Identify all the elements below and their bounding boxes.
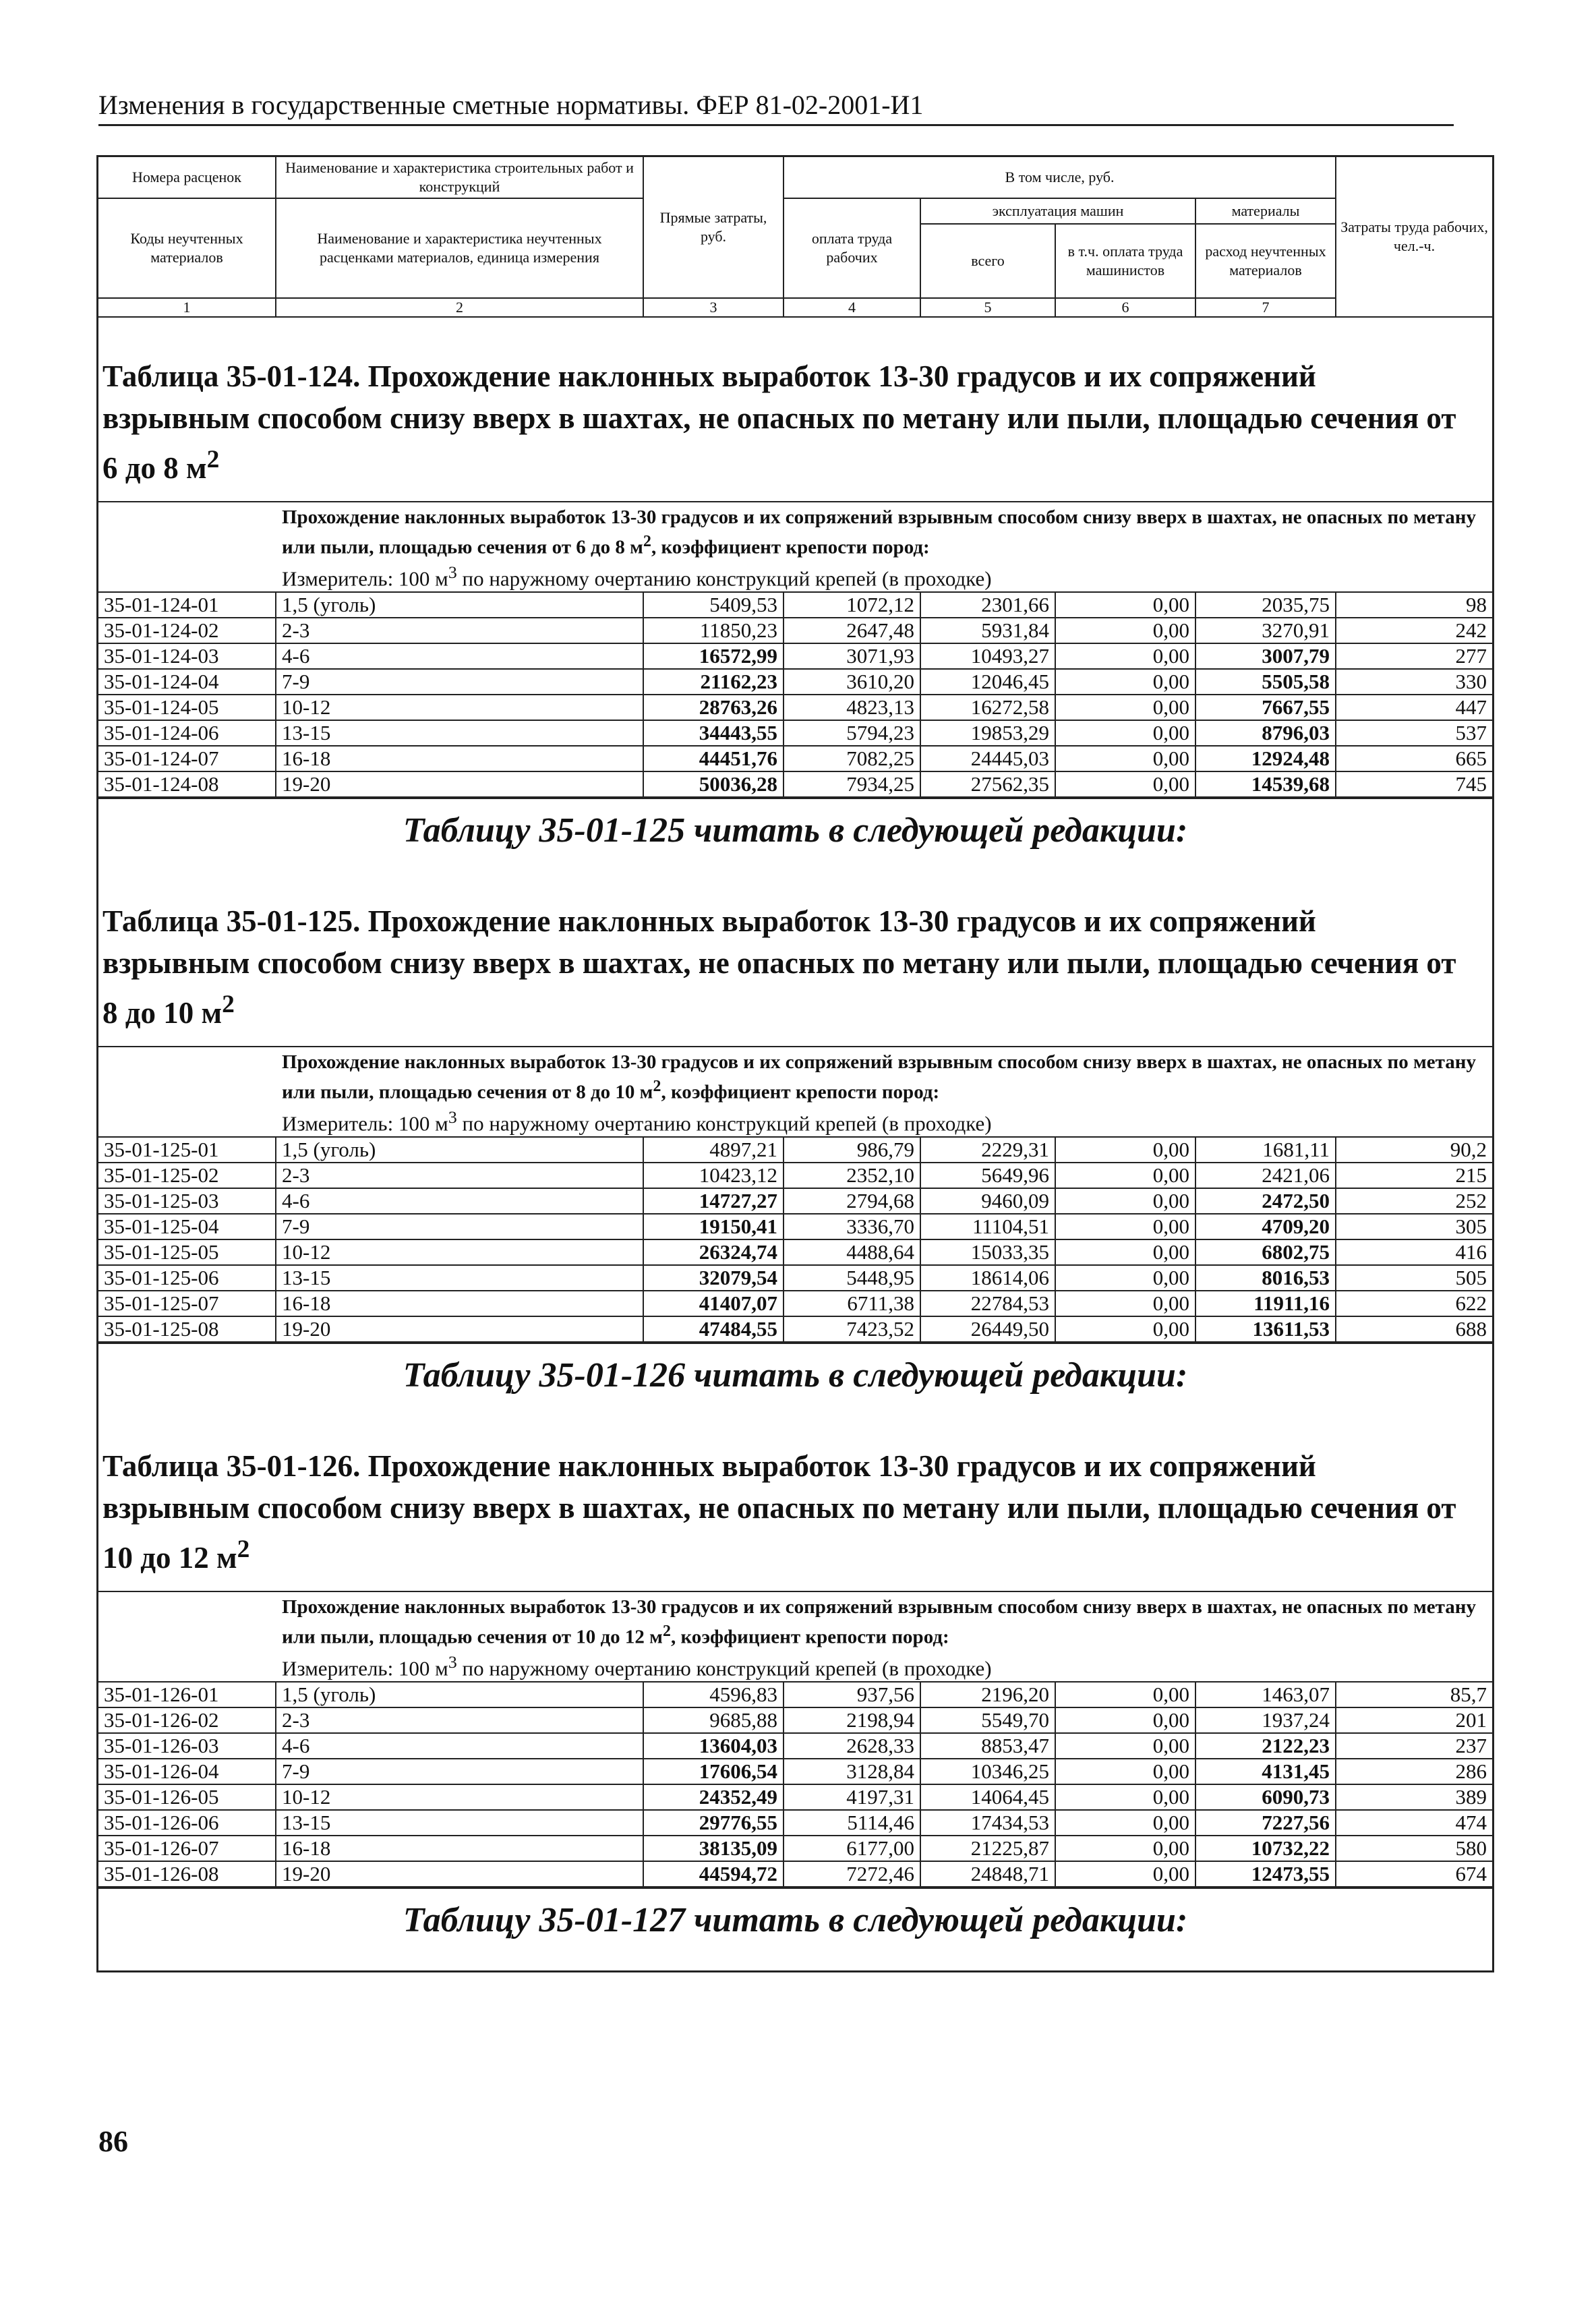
- cell-labor: 237: [1336, 1733, 1492, 1759]
- cell-direct: 17606,54: [643, 1759, 784, 1784]
- cell-labor: 622: [1336, 1291, 1492, 1316]
- cell-mach: 2229,31: [920, 1137, 1055, 1163]
- col-labor: Затраты труда рабочих, чел.-ч.: [1336, 157, 1492, 317]
- cell-machinist: 0,00: [1055, 1316, 1195, 1342]
- cell-mach: 19853,29: [920, 720, 1055, 746]
- desc-text-end: , коэффициент крепости пород:: [670, 1626, 949, 1648]
- cell-labor: 505: [1336, 1265, 1492, 1291]
- cell-mach: 24445,03: [920, 746, 1055, 771]
- cell-mach: 5931,84: [920, 618, 1055, 643]
- title-sup: 2: [206, 446, 220, 473]
- cell-direct: 44451,76: [643, 746, 784, 771]
- cell-mach: 2301,66: [920, 592, 1055, 618]
- measure-sup: 3: [448, 1107, 457, 1127]
- cell-name: 13-15: [276, 1810, 643, 1836]
- cell-code: 35-01-124-07: [98, 746, 276, 771]
- table-row: [98, 1784, 1492, 1810]
- cell-machinist: 0,00: [1055, 643, 1195, 669]
- desc-sup: 2: [662, 1621, 671, 1640]
- cell-mach: 17434,53: [920, 1810, 1055, 1836]
- table-row: [98, 1137, 1492, 1163]
- cell-name: 1,5 (уголь): [276, 592, 643, 618]
- cell-direct: 38135,09: [643, 1836, 784, 1861]
- cell-mach: 9460,09: [920, 1188, 1055, 1214]
- cell-labor: 85,7: [1336, 1682, 1492, 1707]
- cell-direct: 4897,21: [643, 1137, 784, 1163]
- cell-mat: 11911,16: [1195, 1291, 1336, 1316]
- cell-mat: 2122,23: [1195, 1733, 1336, 1759]
- cell-code: 35-01-125-01: [98, 1137, 276, 1163]
- cell-name: 2-3: [276, 1707, 643, 1733]
- col-codes: Коды неучтенных материалов: [98, 198, 276, 298]
- table-row: [98, 669, 1492, 695]
- cell-mat: 2421,06: [1195, 1163, 1336, 1188]
- title-sup: 2: [222, 990, 235, 1018]
- norm-table-block: [98, 862, 1492, 1407]
- cell-machinist: 0,00: [1055, 1784, 1195, 1810]
- cell-pay: 5794,23: [784, 720, 920, 746]
- cell-mat: 5505,58: [1195, 669, 1336, 695]
- redaction-note: Таблицу 35-01-127 читать в следующей редакции:: [98, 1888, 1492, 1952]
- cell-direct: 14727,27: [643, 1188, 784, 1214]
- cell-code: 35-01-125-03: [98, 1188, 276, 1214]
- desc-sup: 2: [653, 1076, 661, 1095]
- cell-code: 35-01-126-01: [98, 1682, 276, 1707]
- desc-text-end: , коэффициент крепости пород:: [661, 1081, 940, 1103]
- title-sup: 2: [237, 1535, 250, 1563]
- cell-name: 4-6: [276, 1733, 643, 1759]
- cell-pay: 2198,94: [784, 1707, 920, 1733]
- measure-text-end: по наружному очертанию конструкций крепей (в проходке): [456, 1656, 992, 1680]
- cell-machinist: 0,00: [1055, 1163, 1195, 1188]
- cell-code: 35-01-126-05: [98, 1784, 276, 1810]
- cell-pay: 5114,46: [784, 1810, 920, 1836]
- cell-machinist: 0,00: [1055, 771, 1195, 797]
- table-row: [98, 1214, 1492, 1239]
- cell-mach: 10346,25: [920, 1759, 1055, 1784]
- cell-direct: 41407,07: [643, 1291, 784, 1316]
- cell-pay: 3610,20: [784, 669, 920, 695]
- cell-labor: 474: [1336, 1810, 1492, 1836]
- col-name: Наименование и характеристика строительных работ и конструкций: [276, 157, 643, 198]
- cell-pay: 3071,93: [784, 643, 920, 669]
- cell-name: 10-12: [276, 695, 643, 720]
- cell-code: 35-01-124-06: [98, 720, 276, 746]
- cell-direct: 10423,12: [643, 1163, 784, 1188]
- cell-mach: 27562,35: [920, 771, 1055, 797]
- cell-mat: 14539,68: [1195, 771, 1336, 797]
- cell-machinist: 0,00: [1055, 1861, 1195, 1887]
- cell-name: 19-20: [276, 1861, 643, 1887]
- cell-machinist: 0,00: [1055, 1810, 1195, 1836]
- cell-pay: 4488,64: [784, 1239, 920, 1265]
- cell-code: 35-01-124-04: [98, 669, 276, 695]
- cell-direct: 21162,23: [643, 669, 784, 695]
- cell-code: 35-01-125-05: [98, 1239, 276, 1265]
- cell-code: 35-01-124-02: [98, 618, 276, 643]
- cell-mat: 1681,11: [1195, 1137, 1336, 1163]
- measure-sup: 3: [448, 1651, 457, 1672]
- cell-labor: 537: [1336, 720, 1492, 746]
- desc-sup: 2: [643, 532, 651, 550]
- cell-name: 10-12: [276, 1784, 643, 1810]
- col-number: Номера расценок: [98, 157, 276, 198]
- cell-mach: 10493,27: [920, 643, 1055, 669]
- cell-machinist: 0,00: [1055, 669, 1195, 695]
- cell-pay: 7934,25: [784, 771, 920, 797]
- cell-direct: 34443,55: [643, 720, 784, 746]
- cell-pay: 3336,70: [784, 1214, 920, 1239]
- table-row: [98, 1265, 1492, 1291]
- cell-code: 35-01-126-08: [98, 1861, 276, 1887]
- measure-sup: 3: [448, 562, 457, 582]
- cell-mach: 21225,87: [920, 1836, 1055, 1861]
- cell-pay: 1072,12: [784, 592, 920, 618]
- table-row: [98, 746, 1492, 771]
- col-worker-pay: оплата труда рабочих: [784, 198, 920, 298]
- cell-labor: 305: [1336, 1214, 1492, 1239]
- cell-labor: 242: [1336, 618, 1492, 643]
- measure-text-end: по наружному очертанию конструкций крепей (в проходке): [456, 1111, 992, 1135]
- measure-unit: [98, 1649, 1492, 1681]
- cell-direct: 28763,26: [643, 695, 784, 720]
- cell-code: 35-01-126-04: [98, 1759, 276, 1784]
- cell-mat: 12924,48: [1195, 746, 1336, 771]
- cell-code: 35-01-124-08: [98, 771, 276, 797]
- cell-mach: 12046,45: [920, 669, 1055, 695]
- table-title-text: Прохождение наклонных выработок 13-30 градусов и их сопряжений взрывным способом снизу вверх в шахтах, не опасных по метану или пыли, площадью сечения от 8 до 10 м: [102, 904, 1456, 1030]
- cell-direct: 16572,99: [643, 643, 784, 669]
- cell-name: 16-18: [276, 1291, 643, 1316]
- table-row: [98, 1861, 1492, 1887]
- cell-code: 35-01-125-04: [98, 1214, 276, 1239]
- cell-pay: 2352,10: [784, 1163, 920, 1188]
- cell-pay: 7423,52: [784, 1316, 920, 1342]
- cell-pay: 2628,33: [784, 1733, 920, 1759]
- norm-table-block: [98, 318, 1492, 862]
- cell-name: 19-20: [276, 771, 643, 797]
- cell-name: 2-3: [276, 1163, 643, 1188]
- cell-mat: 1463,07: [1195, 1682, 1336, 1707]
- desc-text: Прохождение наклонных выработок 13-30 градусов и их сопряжений взрывным способом снизу вверх в шахтах, не опасных по метану или пыли, площадью сечения от 8 до 10 м: [282, 1051, 1476, 1103]
- cell-name: 13-15: [276, 1265, 643, 1291]
- redaction-note: Таблицу 35-01-125 читать в следующей редакции:: [98, 798, 1492, 862]
- cell-machinist: 0,00: [1055, 1239, 1195, 1265]
- cell-machinist: 0,00: [1055, 1265, 1195, 1291]
- cell-name: 16-18: [276, 746, 643, 771]
- cell-mach: 22784,53: [920, 1291, 1055, 1316]
- page-number: 86: [98, 2125, 128, 2158]
- cell-mat: 2035,75: [1195, 592, 1336, 618]
- cell-labor: 580: [1336, 1836, 1492, 1861]
- cell-labor: 416: [1336, 1239, 1492, 1265]
- col-materials-unaccounted: расход неучтенных материалов: [1195, 224, 1336, 298]
- cell-machinist: 0,00: [1055, 1733, 1195, 1759]
- table-row: [98, 1291, 1492, 1316]
- cell-name: 19-20: [276, 1316, 643, 1342]
- cell-machinist: 0,00: [1055, 1707, 1195, 1733]
- cell-pay: 937,56: [784, 1682, 920, 1707]
- cell-machinist: 0,00: [1055, 1836, 1195, 1861]
- cell-labor: 90,2: [1336, 1137, 1492, 1163]
- cell-labor: 277: [1336, 643, 1492, 669]
- cell-direct: 9685,88: [643, 1707, 784, 1733]
- cell-mat: 7667,55: [1195, 695, 1336, 720]
- table-row: [98, 1733, 1492, 1759]
- cell-mach: 14064,45: [920, 1784, 1055, 1810]
- cell-direct: 19150,41: [643, 1214, 784, 1239]
- cell-mat: 4709,20: [1195, 1214, 1336, 1239]
- cell-mach: 24848,71: [920, 1861, 1055, 1887]
- cell-machinist: 0,00: [1055, 1188, 1195, 1214]
- cell-code: 35-01-125-02: [98, 1163, 276, 1188]
- measure-unit: [98, 1105, 1492, 1136]
- table-row: [98, 1239, 1492, 1265]
- cell-mat: 3270,91: [1195, 618, 1336, 643]
- cell-labor: 674: [1336, 1861, 1492, 1887]
- cell-mach: 8853,47: [920, 1733, 1055, 1759]
- cell-mat: 10732,22: [1195, 1836, 1336, 1861]
- page-header: Изменения в государственные сметные нормативы. ФЕР 81-02-2001-И1: [98, 88, 1454, 126]
- cell-name: 1,5 (уголь): [276, 1682, 643, 1707]
- cell-code: 35-01-126-02: [98, 1707, 276, 1733]
- cell-code: 35-01-125-08: [98, 1316, 276, 1342]
- measure-unit: [98, 560, 1492, 591]
- cell-mat: 2472,50: [1195, 1188, 1336, 1214]
- cell-mach: 18614,06: [920, 1265, 1055, 1291]
- cell-mach: 15033,35: [920, 1239, 1055, 1265]
- cell-mat: 4131,45: [1195, 1759, 1336, 1784]
- cell-pay: 3128,84: [784, 1759, 920, 1784]
- cell-machinist: 0,00: [1055, 618, 1195, 643]
- cell-pay: 6177,00: [784, 1836, 920, 1861]
- measure-text: Измеритель: 100 м: [282, 1656, 448, 1680]
- cell-name: 2-3: [276, 618, 643, 643]
- cell-mach: 5549,70: [920, 1707, 1055, 1733]
- cell-mach: 2196,20: [920, 1682, 1055, 1707]
- cell-mat: 8016,53: [1195, 1265, 1336, 1291]
- col-name-unaccounted: Наименование и характеристика неучтенных расценками материалов, единица измерения: [276, 198, 643, 298]
- col-num: 5: [920, 298, 1055, 317]
- cell-mat: 7227,56: [1195, 1810, 1336, 1836]
- tables-container: [98, 318, 1492, 1952]
- col-materials: материалы: [1195, 198, 1336, 224]
- measure-text: Измеритель: 100 м: [282, 566, 448, 590]
- table-row: [98, 695, 1492, 720]
- cell-machinist: 0,00: [1055, 1214, 1195, 1239]
- cell-pay: 986,79: [784, 1137, 920, 1163]
- col-num: 2: [276, 298, 643, 317]
- cell-code: 35-01-124-03: [98, 643, 276, 669]
- cell-machinist: 0,00: [1055, 746, 1195, 771]
- cell-pay: 4823,13: [784, 695, 920, 720]
- cell-labor: 286: [1336, 1759, 1492, 1784]
- cell-mach: 16272,58: [920, 695, 1055, 720]
- cell-pay: 7272,46: [784, 1861, 920, 1887]
- table-row: [98, 1759, 1492, 1784]
- cell-labor: 215: [1336, 1163, 1492, 1188]
- cell-pay: 5448,95: [784, 1265, 920, 1291]
- cell-labor: 447: [1336, 695, 1492, 720]
- cell-mat: 6090,73: [1195, 1784, 1336, 1810]
- cell-code: 35-01-126-07: [98, 1836, 276, 1861]
- desc-text-end: , коэффициент крепости пород:: [651, 536, 930, 558]
- cell-name: 7-9: [276, 1214, 643, 1239]
- cell-machinist: 0,00: [1055, 1137, 1195, 1163]
- table-title: [98, 318, 1492, 489]
- cell-pay: 4197,31: [784, 1784, 920, 1810]
- cell-name: 4-6: [276, 643, 643, 669]
- cell-name: 7-9: [276, 669, 643, 695]
- table-row: [98, 592, 1492, 618]
- cell-direct: 50036,28: [643, 771, 784, 797]
- table-description: [98, 1592, 1492, 1649]
- cell-machinist: 0,00: [1055, 592, 1195, 618]
- col-num: 1: [98, 298, 276, 317]
- table-row: [98, 1316, 1492, 1342]
- cell-pay: 2647,48: [784, 618, 920, 643]
- col-num: 4: [784, 298, 920, 317]
- cell-mat: 1937,24: [1195, 1707, 1336, 1733]
- measure-text: Измеритель: 100 м: [282, 1111, 448, 1135]
- table-row: [98, 720, 1492, 746]
- table-title-text: Прохождение наклонных выработок 13-30 градусов и их сопряжений взрывным способом снизу вверх в шахтах, не опасных по метану или пыли, площадью сечения от 10 до 12 м: [102, 1449, 1456, 1575]
- desc-text: Прохождение наклонных выработок 13-30 градусов и их сопряжений взрывным способом снизу вверх в шахтах, не опасных по метану или пыли, площадью сечения от 6 до 8 м: [282, 506, 1476, 558]
- cell-machinist: 0,00: [1055, 1291, 1195, 1316]
- cell-machinist: 0,00: [1055, 695, 1195, 720]
- table-number: Таблица 35-01-126.: [102, 1449, 361, 1483]
- cell-machinist: 0,00: [1055, 1759, 1195, 1784]
- cell-direct: 32079,54: [643, 1265, 784, 1291]
- cell-mat: 8796,03: [1195, 720, 1336, 746]
- cell-mat: 12473,55: [1195, 1861, 1336, 1887]
- cell-direct: 29776,55: [643, 1810, 784, 1836]
- cell-mach: 5649,96: [920, 1163, 1055, 1188]
- table-title-text: Прохождение наклонных выработок 13-30 градусов и их сопряжений взрывным способом снизу вверх в шахтах, не опасных по метану или пыли, площадью сечения от 6 до 8 м: [102, 359, 1456, 485]
- table-row: [98, 1707, 1492, 1733]
- cell-mat: 6802,75: [1195, 1239, 1336, 1265]
- cell-name: 13-15: [276, 720, 643, 746]
- cell-code: 35-01-125-06: [98, 1265, 276, 1291]
- measure-text-end: по наружному очертанию конструкций крепей (в проходке): [456, 566, 992, 590]
- cell-code: 35-01-126-06: [98, 1810, 276, 1836]
- cell-name: 4-6: [276, 1188, 643, 1214]
- cell-labor: 201: [1336, 1707, 1492, 1733]
- cell-name: 10-12: [276, 1239, 643, 1265]
- cell-direct: 11850,23: [643, 618, 784, 643]
- table-number: Таблица 35-01-124.: [102, 359, 361, 393]
- cell-pay: 6711,38: [784, 1291, 920, 1316]
- cell-mach: 26449,50: [920, 1316, 1055, 1342]
- cell-mach: 11104,51: [920, 1214, 1055, 1239]
- col-machines-total: всего: [920, 224, 1055, 298]
- cell-direct: 26324,74: [643, 1239, 784, 1265]
- cell-direct: 44594,72: [643, 1861, 784, 1887]
- cell-labor: 252: [1336, 1188, 1492, 1214]
- cell-labor: 330: [1336, 669, 1492, 695]
- table-description: [98, 1047, 1492, 1105]
- table-row: [98, 618, 1492, 643]
- cell-name: 16-18: [276, 1836, 643, 1861]
- table-row: [98, 771, 1492, 797]
- col-including: В том числе, руб.: [784, 157, 1336, 198]
- cell-direct: 5409,53: [643, 592, 784, 618]
- document-frame: [96, 155, 1494, 1972]
- table-row: [98, 1188, 1492, 1214]
- column-header: [98, 157, 1492, 318]
- norm-table-block: [98, 1407, 1492, 1952]
- rates-table: [98, 1681, 1492, 1888]
- cell-direct: 24352,49: [643, 1784, 784, 1810]
- table-row: [98, 1810, 1492, 1836]
- cell-name: 1,5 (уголь): [276, 1137, 643, 1163]
- redaction-note: Таблицу 35-01-126 читать в следующей редакции:: [98, 1343, 1492, 1407]
- table-row: [98, 1163, 1492, 1188]
- rates-table: [98, 1136, 1492, 1343]
- desc-text: Прохождение наклонных выработок 13-30 градусов и их сопряжений взрывным способом снизу вверх в шахтах, не опасных по метану или пыли, площадью сечения от 10 до 12 м: [282, 1596, 1476, 1648]
- cell-pay: 7082,25: [784, 746, 920, 771]
- cell-code: 35-01-124-05: [98, 695, 276, 720]
- cell-machinist: 0,00: [1055, 1682, 1195, 1707]
- cell-labor: 665: [1336, 746, 1492, 771]
- table-row: [98, 1682, 1492, 1707]
- cell-direct: 13604,03: [643, 1733, 784, 1759]
- col-machinist-pay: в т.ч. оплата труда машинистов: [1055, 224, 1195, 298]
- col-num: 3: [643, 298, 784, 317]
- col-num: 7: [1195, 298, 1336, 317]
- cell-labor: 389: [1336, 1784, 1492, 1810]
- table-row: [98, 1836, 1492, 1861]
- cell-labor: 688: [1336, 1316, 1492, 1342]
- table-number: Таблица 35-01-125.: [102, 904, 361, 938]
- cell-direct: 4596,83: [643, 1682, 784, 1707]
- cell-pay: 2794,68: [784, 1188, 920, 1214]
- cell-direct: 47484,55: [643, 1316, 784, 1342]
- cell-name: 7-9: [276, 1759, 643, 1784]
- cell-code: 35-01-124-01: [98, 592, 276, 618]
- cell-labor: 745: [1336, 771, 1492, 797]
- col-num: 6: [1055, 298, 1195, 317]
- cell-mat: 13611,53: [1195, 1316, 1336, 1342]
- rates-table: [98, 591, 1492, 798]
- table-title: [98, 862, 1492, 1034]
- cell-machinist: 0,00: [1055, 720, 1195, 746]
- cell-mat: 3007,79: [1195, 643, 1336, 669]
- cell-labor: 98: [1336, 592, 1492, 618]
- table-title: [98, 1407, 1492, 1579]
- cell-code: 35-01-125-07: [98, 1291, 276, 1316]
- table-row: [98, 643, 1492, 669]
- col-direct-costs: Прямые затраты, руб.: [643, 157, 784, 298]
- cell-code: 35-01-126-03: [98, 1733, 276, 1759]
- table-description: [98, 502, 1492, 560]
- col-machines: эксплуатация машин: [920, 198, 1195, 224]
